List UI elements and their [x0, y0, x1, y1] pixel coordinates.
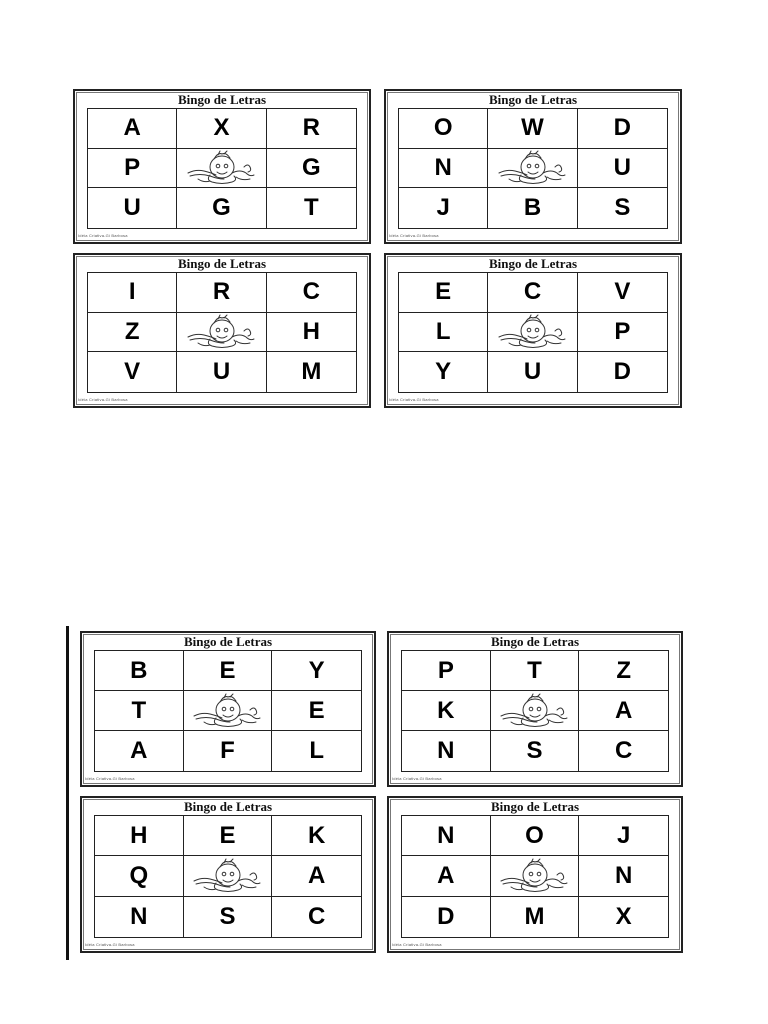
bingo-grid	[87, 108, 357, 229]
bingo-letter-cell: E	[399, 273, 488, 313]
bingo-letter-cell: J	[579, 816, 668, 856]
bingo-letter-cell: L	[309, 737, 324, 764]
bingo-letter-cell: C	[307, 902, 326, 930]
cartoon-mascot-icon	[497, 857, 571, 895]
bingo-letter-cell: R	[177, 273, 266, 313]
bingo-card	[384, 89, 682, 244]
bingo-grid	[87, 272, 357, 393]
bingo-letter-cell: O	[399, 109, 488, 149]
bingo-letter-cell: H	[95, 816, 184, 856]
card-title: Bingo de Letras	[488, 256, 578, 271]
bingo-center-cell	[177, 313, 266, 353]
bingo-letter-cell: W	[488, 109, 577, 149]
bingo-letter-cell: L	[399, 313, 488, 353]
bingo-letter-cell: T	[303, 194, 319, 222]
bingo-letter-cell: U	[177, 352, 266, 392]
bingo-letter-cell: V	[578, 273, 667, 313]
bingo-card	[387, 631, 683, 787]
bingo-letter-cell: A	[95, 731, 184, 771]
bingo-letter-cell: Q	[95, 856, 184, 896]
bingo-letter-cell: U	[578, 149, 667, 189]
bingo-letter-cell: S	[184, 897, 273, 937]
card-credit: Idéia Criativa-Gi Barbosa	[392, 776, 442, 781]
card-credit: Idéia Criativa-Gi Barbosa	[392, 942, 442, 947]
bingo-center-cell	[184, 691, 273, 731]
bingo-letter-cell: Y	[399, 352, 488, 392]
bingo-card	[387, 796, 683, 953]
bingo-letter-cell: K	[402, 691, 491, 731]
bingo-center-cell	[491, 856, 580, 896]
card-title: Bingo de Letras	[183, 799, 273, 814]
card-credit: Idéia Criativa-Gi Barbosa	[85, 776, 135, 781]
card-title: Bingo de Letras	[490, 799, 580, 814]
bingo-letter-cell: C	[488, 273, 577, 313]
cartoon-mascot-icon	[190, 857, 264, 895]
bingo-letter-cell: O	[491, 816, 580, 856]
bingo-letter-cell: M	[301, 358, 322, 386]
vertical-divider-bar	[66, 626, 69, 960]
bingo-grid	[94, 815, 362, 938]
bingo-letter-cell: A	[402, 856, 491, 896]
bingo-letter-cell: B	[95, 651, 184, 691]
bingo-letter-cell: U	[488, 352, 577, 392]
card-title: Bingo de Letras	[183, 634, 273, 649]
bingo-letter-cell: B	[488, 188, 577, 228]
card-credit: Idéia Criativa-Gi Barbosa	[85, 942, 135, 947]
bingo-grid	[398, 108, 668, 229]
bingo-letter-cell: N	[402, 731, 491, 771]
bingo-letter-cell: D	[402, 897, 491, 937]
bingo-letter-cell: P	[88, 149, 177, 189]
bingo-letter-cell: T	[491, 651, 580, 691]
cartoon-mascot-icon	[497, 692, 571, 730]
bingo-letter-cell: J	[399, 188, 488, 228]
bingo-letter-cell: N	[95, 897, 184, 937]
card-title: Bingo de Letras	[177, 256, 267, 271]
bingo-card	[73, 253, 371, 408]
bingo-grid	[398, 272, 668, 393]
cartoon-mascot-icon	[495, 149, 569, 187]
bingo-letter-cell: P	[402, 651, 491, 691]
bingo-letter-cell: D	[578, 109, 667, 149]
bingo-letter-cell: I	[88, 273, 177, 313]
bingo-card	[384, 253, 682, 408]
bingo-center-cell	[177, 149, 266, 189]
bingo-letter-cell: V	[88, 352, 177, 392]
bingo-letter-cell: A	[88, 109, 177, 149]
cartoon-mascot-icon	[184, 313, 258, 351]
bingo-letter-cell: U	[88, 188, 177, 228]
card-credit: Idéia Criativa-Gi Barbosa	[78, 233, 128, 238]
card-credit: Idéia Criativa-Gi Barbosa	[389, 397, 439, 402]
card-credit: Idéia Criativa-Gi Barbosa	[389, 233, 439, 238]
bingo-center-cell	[184, 856, 273, 896]
bingo-letter-cell: D	[613, 358, 631, 386]
bingo-letter-cell: N	[399, 149, 488, 189]
bingo-letter-cell: G	[267, 149, 356, 189]
bingo-letter-cell: S	[491, 731, 580, 771]
bingo-letter-cell: E	[184, 651, 273, 691]
bingo-letter-cell: E	[272, 691, 361, 731]
bingo-letter-cell: R	[267, 109, 356, 149]
bingo-letter-cell: Z	[88, 313, 177, 353]
card-title: Bingo de Letras	[490, 634, 580, 649]
bingo-letter-cell: X	[615, 902, 632, 930]
cartoon-mascot-icon	[495, 313, 569, 351]
cartoon-mascot-icon	[190, 692, 264, 730]
bingo-center-cell	[488, 313, 577, 353]
bingo-letter-cell: X	[177, 109, 266, 149]
card-credit: Idéia Criativa-Gi Barbosa	[78, 397, 128, 402]
bingo-letter-cell: A	[579, 691, 668, 731]
cartoon-mascot-icon	[184, 149, 258, 187]
card-title: Bingo de Letras	[488, 92, 578, 107]
bingo-letter-cell: M	[491, 897, 580, 937]
bingo-letter-cell: N	[402, 816, 491, 856]
bingo-grid	[401, 815, 669, 938]
bingo-letter-cell: H	[267, 313, 356, 353]
bingo-letter-cell: C	[614, 737, 633, 764]
bingo-letter-cell: S	[614, 194, 631, 222]
bingo-letter-cell: G	[177, 188, 266, 228]
bingo-letter-cell: T	[95, 691, 184, 731]
bingo-letter-cell: K	[272, 816, 361, 856]
bingo-letter-cell: Z	[579, 651, 668, 691]
bingo-letter-cell: A	[272, 856, 361, 896]
bingo-letter-cell: E	[184, 816, 273, 856]
bingo-letter-cell: F	[184, 731, 273, 771]
bingo-letter-cell: N	[579, 856, 668, 896]
bingo-center-cell	[491, 691, 580, 731]
bingo-letter-cell: P	[578, 313, 667, 353]
bingo-card	[73, 89, 371, 244]
card-title: Bingo de Letras	[177, 92, 267, 107]
bingo-letter-cell: C	[267, 273, 356, 313]
bingo-center-cell	[488, 149, 577, 189]
bingo-grid	[401, 650, 669, 772]
bingo-card	[80, 796, 376, 953]
bingo-card	[80, 631, 376, 787]
bingo-grid	[94, 650, 362, 772]
bingo-letter-cell: Y	[272, 651, 361, 691]
